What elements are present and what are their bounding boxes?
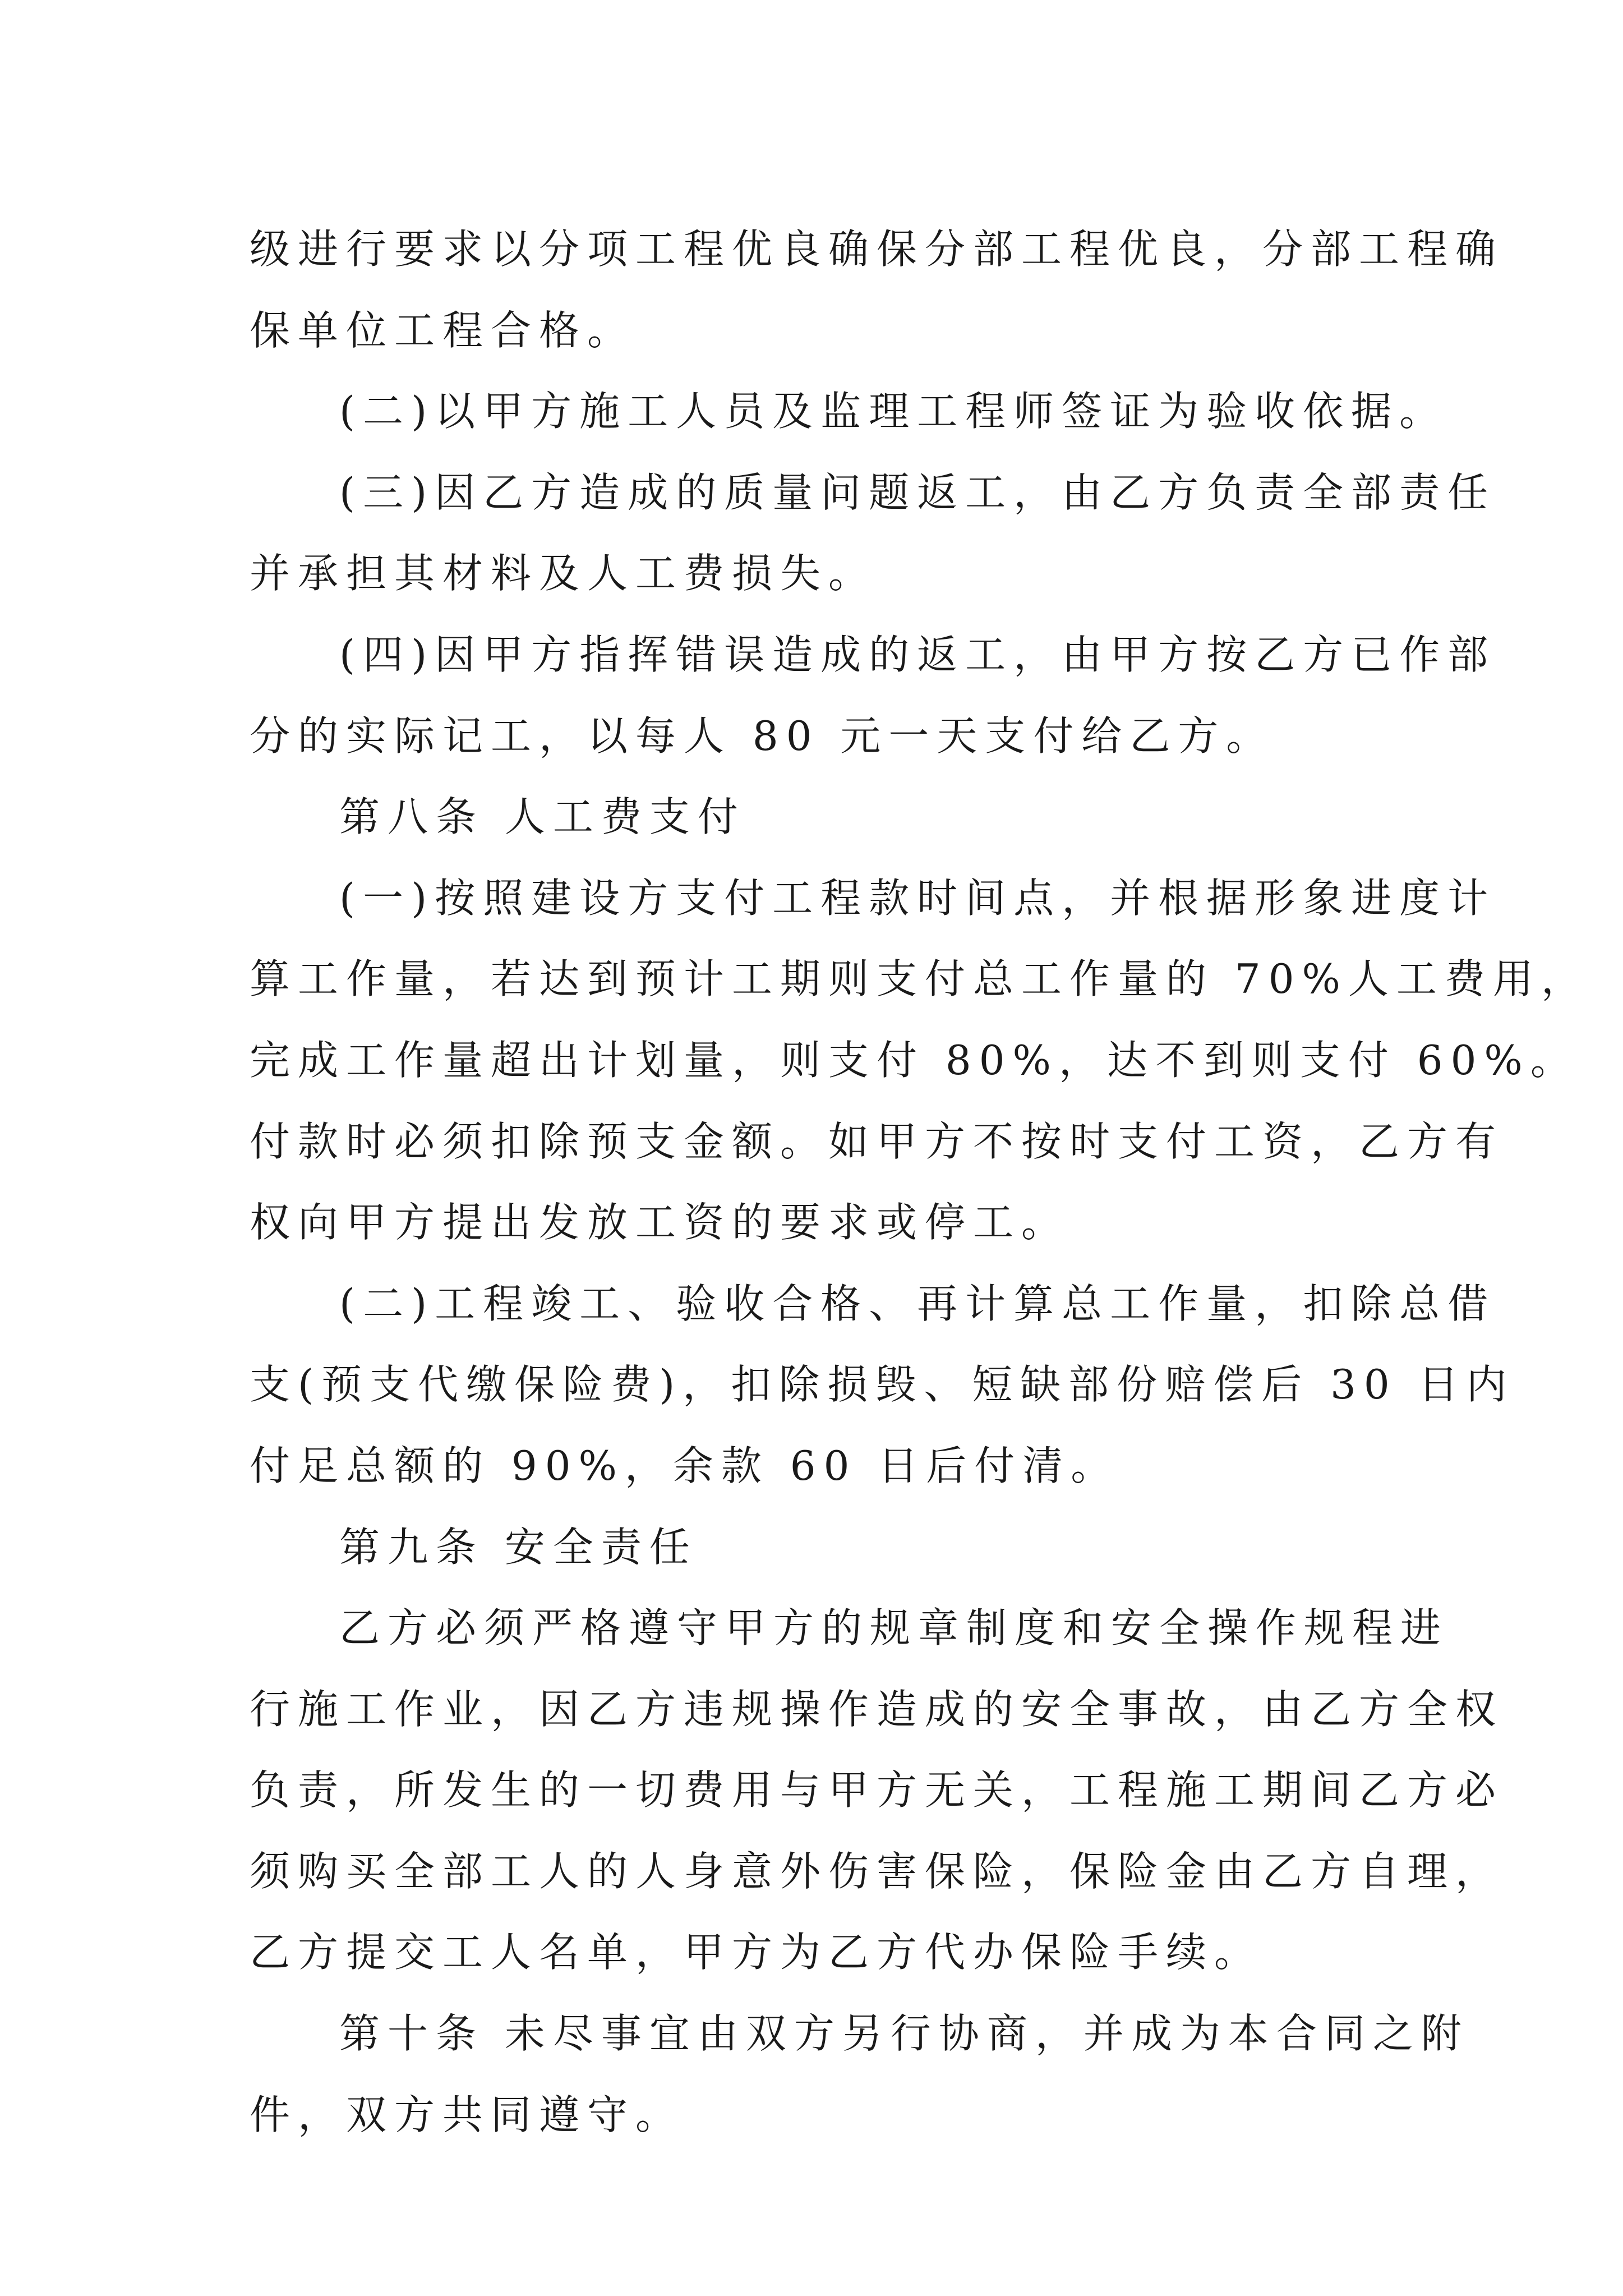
body-line: 乙方提交工人名单，甲方为乙方代办保险手续。 [250, 1929, 1263, 1976]
body-line: 付足总额的 90%，余款 60 日后付清。 [250, 1442, 1119, 1489]
body-line: 须购买全部工人的人身意外伤害保险，保险金由乙方自理， [250, 1847, 1504, 1895]
body-line: 分的实际记工，以每人 80 元一天支付给乙方。 [250, 712, 1275, 760]
body-line: 并承担其材料及人工费损失。 [250, 550, 877, 597]
body-line: 保单位工程合格。 [250, 306, 636, 354]
body-line: 完成工作量超出计划量，则支付 80%，达不到则支付 60%。 [250, 1036, 1579, 1084]
body-line: 付款时必须扣除预支金额。如甲方不按时支付工资，乙方有 [250, 1117, 1504, 1165]
article-8-item-2: (二)工程竣工、验收合格、再计算总工作量，扣除总借 [339, 1280, 1496, 1327]
article-9-body: 乙方必须严格遵守甲方的规章制度和安全操作规程进 [339, 1604, 1449, 1652]
body-line: 件，双方共同遵守。 [250, 2091, 684, 2138]
article-8-item-1: (一)按照建设方支付工程款时间点，并根据形象进度计 [339, 874, 1496, 922]
body-line: 负责，所发生的一切费用与甲方无关，工程施工期间乙方必 [250, 1766, 1504, 1814]
body-line: 权向甲方提出发放工资的要求或停工。 [250, 1199, 1070, 1246]
contract-body [250, 209, 1589, 2155]
clause-item-4: (四)因甲方指挥错误造成的返工，由甲方按乙方已作部 [339, 631, 1496, 678]
body-line: 行施工作业，因乙方违规操作造成的安全事故，由乙方全权 [250, 1685, 1504, 1733]
body-line: 支(预支代缴保险费)，扣除损毁、短缺部份赔偿后 30 日内 [250, 1361, 1515, 1409]
article-9-heading: 第九条 安全责任 [339, 1523, 698, 1571]
body-line: 算工作量，若达到预计工期则支付总工作量的 70%人工费用， [250, 955, 1589, 1003]
article-10-body: 第十条 未尽事宜由双方另行协商，并成为本合同之附 [339, 2010, 1469, 2058]
body-line: 级进行要求以分项工程优良确保分部工程优良，分部工程确 [250, 226, 1504, 273]
article-8-heading: 第八条 人工费支付 [339, 793, 746, 841]
clause-item-3: (三)因乙方造成的质量问题返工，由乙方负责全部责任 [339, 468, 1496, 516]
clause-item-2: (二)以甲方施工人员及监理工程师签证为验收依据。 [339, 388, 1448, 435]
